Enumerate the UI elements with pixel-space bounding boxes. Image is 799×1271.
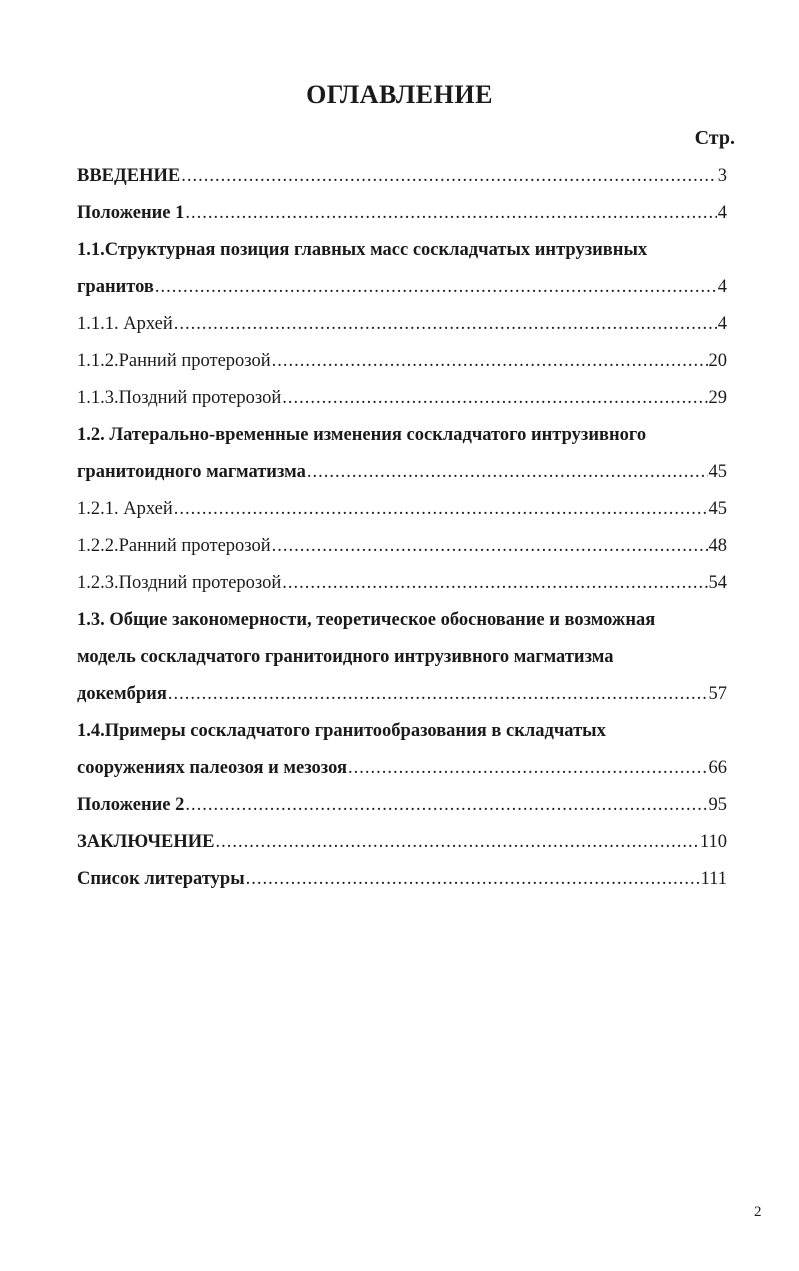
toc-entry-1-1-line1[interactable]: 1.1.Структурная позиция главных масс соскладчатых интрузивных xyxy=(77,240,648,260)
toc-entry-title: 1.1.2.Ранний протерозой xyxy=(77,351,271,371)
toc-entry-page: 3 xyxy=(717,166,727,186)
toc-entry-1-4-line1[interactable]: 1.4.Примеры соскладчатого гранитообразования в складчатых xyxy=(77,721,606,741)
toc-entry-page: 29 xyxy=(708,388,727,408)
toc-entry-1-3-line1[interactable]: 1.3. Общие закономерности, теоретическое обоснование и возможная xyxy=(77,610,656,630)
toc-entry-page: 111 xyxy=(700,869,727,889)
toc-entry-title: Список литературы xyxy=(77,869,245,889)
toc-entry-zakluchenie[interactable] xyxy=(77,824,727,861)
toc-entry-title: 1.1.1. Архей xyxy=(77,314,173,334)
toc-entry-1-2-2[interactable] xyxy=(77,528,727,565)
toc-entry-title: Положение 1 xyxy=(77,203,185,223)
toc-entry-polozhenie-1[interactable] xyxy=(77,195,727,232)
toc-entry-1-1-2[interactable] xyxy=(77,343,727,380)
toc-entry-page: 95 xyxy=(708,795,727,815)
toc-entry-page: 4 xyxy=(717,314,727,334)
toc-entry-title: гранитоидного магматизма xyxy=(77,462,306,482)
toc-entry-title: 1.1.3.Поздний протерозой xyxy=(77,388,282,408)
toc-entry-title: ЗАКЛЮЧЕНИЕ xyxy=(77,832,215,852)
toc-entry-page: 45 xyxy=(708,499,727,519)
toc-entry-title: 1.2.1. Архей xyxy=(77,499,173,519)
toc-entry-title: гранитов xyxy=(77,277,154,297)
toc-entry-vvedenie[interactable] xyxy=(77,158,727,195)
toc-entry-page: 4 xyxy=(717,277,727,297)
dot-leader xyxy=(282,565,707,602)
toc-entry-title: сооружениях палеозоя и мезозоя xyxy=(77,758,348,778)
toc-entry-polozhenie-2[interactable] xyxy=(77,787,727,824)
dot-leader xyxy=(168,676,708,713)
toc-entry-title: Положение 2 xyxy=(77,795,185,815)
page-column-label: Стр. xyxy=(694,127,735,149)
toc-entry-1-3-line2[interactable]: модель соскладчатого гранитоидного интрузивного магматизма xyxy=(77,647,614,667)
toc-entry-page: 20 xyxy=(708,351,727,371)
toc-entry-page: 48 xyxy=(708,536,727,556)
toc-entry-1-2-1[interactable] xyxy=(77,491,727,528)
toc-entry-title: докембрия xyxy=(77,684,167,704)
toc-entry-1-3[interactable] xyxy=(77,676,727,713)
toc-entry-page: 4 xyxy=(717,203,727,223)
dot-leader xyxy=(272,343,708,380)
toc-entry-page: 110 xyxy=(699,832,727,852)
toc-entry-page: 66 xyxy=(708,758,727,778)
dot-leader xyxy=(174,306,717,343)
page-title: ОГЛАВЛЕНИЕ xyxy=(306,80,493,109)
dot-leader xyxy=(174,491,708,528)
toc-entry-1-4[interactable] xyxy=(77,750,727,787)
toc-entry-1-1-3[interactable] xyxy=(77,380,727,417)
toc-entry-page: 57 xyxy=(708,684,727,704)
dot-leader xyxy=(272,528,708,565)
toc-entry-1-2-3[interactable] xyxy=(77,565,727,602)
toc-entry-1-2-line1[interactable]: 1.2. Латерально-временные изменения соскладчатого интрузивного xyxy=(77,425,647,445)
dot-leader xyxy=(185,787,707,824)
page-number: 2 xyxy=(754,1204,762,1220)
toc-entry-page: 45 xyxy=(708,462,727,482)
toc-entry-1-1-1[interactable] xyxy=(77,306,727,343)
dot-leader xyxy=(181,158,717,195)
toc-entry-title: 1.2.3.Поздний протерозой xyxy=(77,573,282,593)
toc-entry-literatura[interactable] xyxy=(77,861,727,898)
toc-entry-1-2[interactable] xyxy=(77,454,727,491)
toc-entry-title: 1.2.2.Ранний протерозой xyxy=(77,536,271,556)
dot-leader xyxy=(282,380,707,417)
dot-leader xyxy=(216,824,699,861)
dot-leader xyxy=(246,861,700,898)
toc-entry-title: ВВЕДЕНИЕ xyxy=(77,166,181,186)
dot-leader xyxy=(348,750,707,787)
dot-leader xyxy=(185,195,716,232)
toc-entry-1-1[interactable] xyxy=(77,269,727,306)
toc-entry-page: 54 xyxy=(708,573,727,593)
table-of-contents xyxy=(77,158,727,898)
dot-leader xyxy=(307,454,708,491)
dot-leader xyxy=(155,269,717,306)
